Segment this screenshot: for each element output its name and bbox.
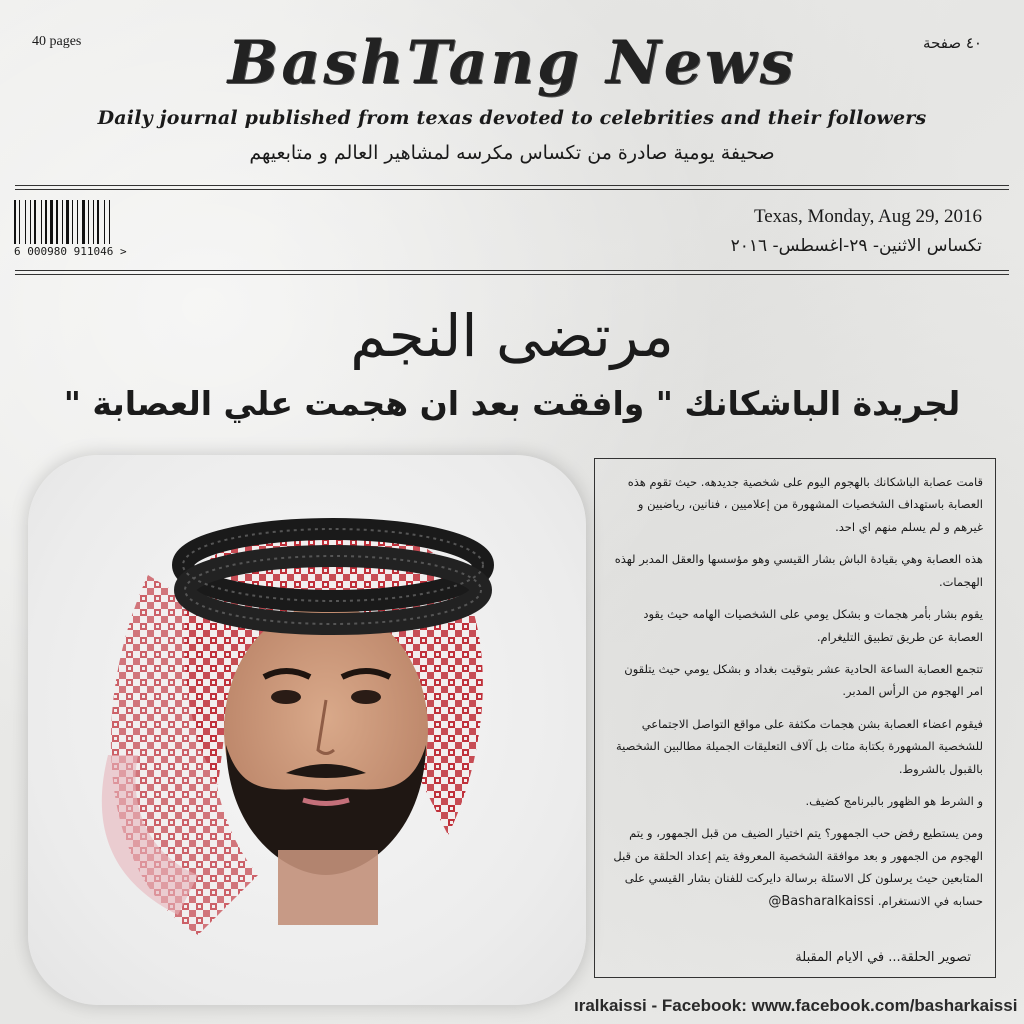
article-box [594, 458, 996, 978]
article-paragraph: فيقوم اعضاء العصابة بشن هجمات مكثفة على مواقع التواصل الاجتماعي للشخصية المشهورة بكتابة مئات بل آلاف التعليقات الجميلة مطالبين الشخصية بالقبول بالشروط. [615, 716, 983, 776]
headline-name: مرتضى النجم [350, 302, 674, 370]
article-body [605, 471, 983, 913]
page-count-en: 40 pages [32, 34, 82, 49]
top-rule-double [15, 189, 1009, 190]
article-paragraph: تتجمع العصابة الساعة الحادية عشر بتوقيت بغداد و بشكل يومي حيث يتلقون امر الهجوم من الرأس المدبر. [624, 661, 983, 699]
article-paragraph: قامت عصابة الباشكانك بالهجوم اليوم على شخصية جديدهه. حيث تقوم هذه العصابة باستهداف الشخصيات المشهورة من إعلاميين ، فنانين، رياضيين و غيرهم و لم يسلم منهم اي احد. [627, 475, 983, 534]
tagline-arabic: صحيفة يومية صادرة من تكساس مكرسه لمشاهير العالم و متابعيهم [249, 142, 775, 164]
portrait-illustration [28, 455, 586, 1005]
instagram-handle[interactable]: @Basharalkaissi [768, 893, 875, 909]
tagline-english: Daily journal published from texas devoted to celebrities and their followers [97, 107, 927, 129]
dateline-rule-double [15, 274, 1009, 275]
article-closing: تصوير الحلقة... في الايام المقبلة [795, 950, 971, 965]
headline-subtitle: لجريدة الباشكانك " وافقت بعد ان هجمت علي العصابة " [63, 384, 961, 423]
article-paragraph-text: ومن يستطيع رفض حب الجمهور؟ يتم اختيار الضيف من قبل الجمهور، و يتم الهجوم من الجمهور و بعد موافقة الشخصية المعروفة يتم إعداد الحلقة من قبل المتابعين حيث يرسلون كل الاسئلة برسالة دايركت للفنان بشار القيسي على حسابه في الانستغرام. [613, 826, 983, 908]
article-paragraph: هذه العصابة وهي بقيادة الباش بشار القيسي وهو مؤسسها والعقل المدبر لهذه الهجمات. [614, 552, 983, 589]
article-paragraph [605, 822, 983, 913]
page-count-ar: ٤٠ صفحة [923, 34, 982, 52]
top-rule [15, 185, 1009, 186]
article-paragraph: يقوم بشار بأمر هجمات و بشكل يومي على الشخصيات الهامه حيث يقود العصابة عن طريق تطبيق التليغرام. [643, 607, 983, 644]
masthead-title: BashTang News [227, 28, 797, 98]
dateline-rule [15, 270, 1009, 271]
date-english: Texas, Monday, Aug 29, 2016 [753, 206, 982, 227]
date-arabic: تكساس الاثنين- ٢٩-اغسطس- ٢٠١٦ [730, 236, 982, 256]
article-paragraph: و الشرط هو الظهور بالبرنامج كضيف. [805, 794, 983, 809]
portrait-photo [28, 455, 586, 1005]
footer-social-links[interactable]: ıralkaissi - Facebook: www.facebook.com/basharkaissi [574, 996, 1018, 1015]
barcode-number: 6 000980 911046 > [14, 245, 127, 258]
